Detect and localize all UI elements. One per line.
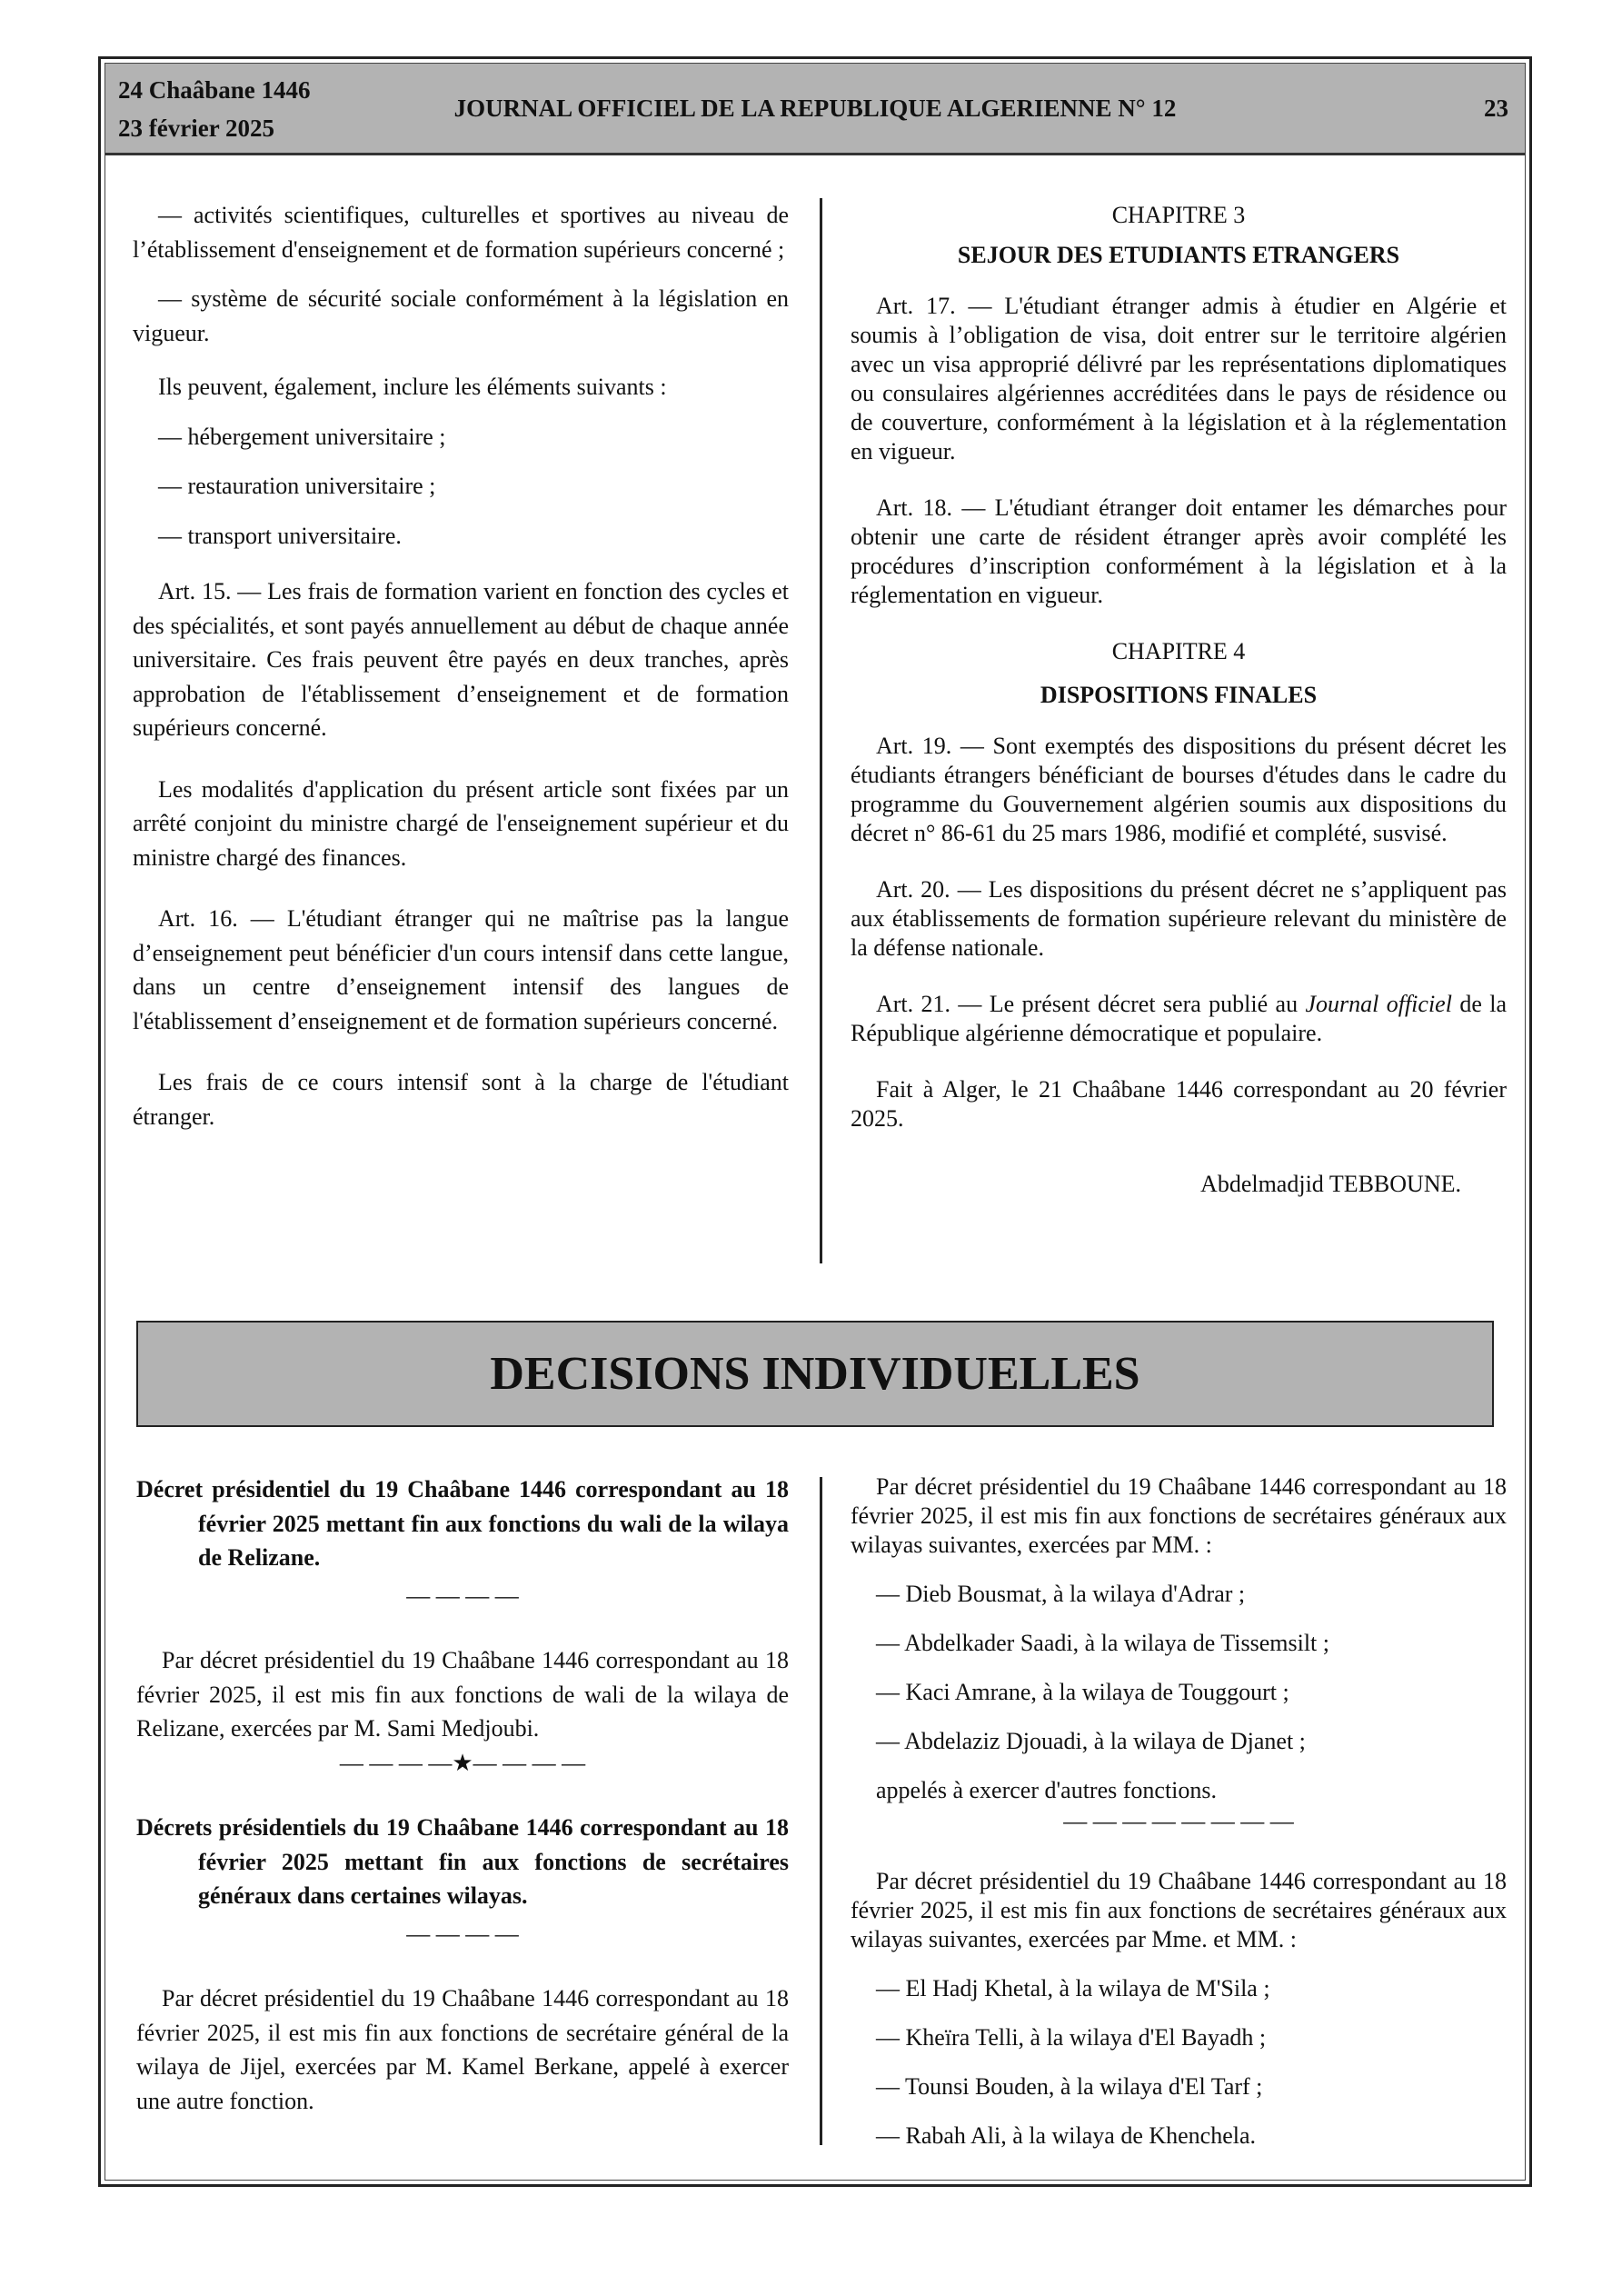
page-number: 23 — [1484, 95, 1508, 122]
list-item: — El Hadj Khetal, à la wilaya de M'Sila ; — [876, 1975, 1270, 2002]
page-border — [104, 63, 1526, 2181]
decree-body: Par décret présidentiel du 19 Chaâbane 1446 correspondant au 18 février 2025, il est mis fin aux fonctions de secrétaire général de la wilaya de Jijel, exercées par M. Kamel Berkane, appelé à exercer une autre fonction. — [136, 1985, 789, 2114]
list-item: — restauration universitaire ; — [158, 473, 436, 499]
article-15: Art. 15. — Les frais de formation varient en fonction des cycles et des spécialités, et sont payés annuellement au début de chaque année universitaire. Ces frais peuvent être payés en deux tranches, après approbation de l'établissement d’enseignement et de formation supérieurs concerné. — [133, 578, 789, 741]
signature: Abdelmadjid TEBBOUNE. — [1200, 1171, 1461, 1197]
decree-title: Décret présidentiel du 19 Chaâbane 1446 correspondant au 18 février 2025 mettant fin aux fonctions du wali de la wilaya de Relizane. — [136, 1476, 789, 1571]
article-18: Art. 18. — L'étudiant étranger doit entamer les démarches pour obtenir une carte de résident étranger après avoir complété les procédures d’inscription conformément à la législation et à la réglementation en vigueur. — [851, 494, 1507, 608]
bottom-left-column — [136, 1472, 789, 2133]
article-20: Art. 20. — Les dispositions du présent décret ne s’appliquent pas aux établissements de formation supérieure relevant du ministère de la défense nationale. — [851, 876, 1507, 961]
column-divider — [820, 198, 822, 1263]
separator: — — — — — [406, 1582, 519, 1609]
list-item: — hébergement universitaire ; — [158, 423, 446, 450]
chapter-heading: CHAPITRE 3 — [1111, 202, 1246, 228]
top-right-column — [851, 198, 1507, 1214]
decree-intro: Par décret présidentiel du 19 Chaâbane 1446 correspondant au 18 février 2025, il est mis fin aux fonctions de secrétaires généraux aux wilayas suivantes, exercées par MM. : — [851, 1473, 1507, 1558]
text: de la République algérienne démocratique et populaire. — [851, 991, 1507, 1046]
text: Art. 21. — Le présent décret sera publié au — [876, 991, 1306, 1017]
separator: — — — — — — — — — [1063, 1808, 1294, 1834]
chapter-heading: CHAPITRE 4 — [1111, 638, 1246, 664]
article-21 — [851, 990, 1507, 1048]
decree-title: Décrets présidentiels du 19 Chaâbane 1446 correspondant au 18 février 2025 mettant fin aux fonctions de secrétaires généraux dans certaines wilayas. — [136, 1814, 789, 1909]
hijri-date: 24 Chaâbane 1446 — [118, 76, 311, 104]
journal-name: Journal officiel — [1305, 991, 1452, 1017]
list-item: — Abdelaziz Djouadi, à la wilaya de Djanet ; — [876, 1728, 1306, 1754]
paragraph: — système de sécurité sociale conformément à la législation en vigueur. — [133, 285, 789, 346]
chapter-title: DISPOSITIONS FINALES — [1040, 682, 1318, 708]
list-item: — transport universitaire. — [158, 522, 402, 549]
chapter-title: SEJOUR DES ETUDIANTS ETRANGERS — [957, 242, 1400, 268]
bottom-right-column — [851, 1472, 1507, 2171]
list-item: — Abdelkader Saadi, à la wilaya de Tissemsilt ; — [876, 1630, 1329, 1656]
decree-intro: Par décret présidentiel du 19 Chaâbane 1446 correspondant au 18 février 2025, il est mis fin aux fonctions de secrétaires généraux aux wilayas suivantes, exercées par Mme. et MM. : — [851, 1868, 1507, 1952]
gregorian-date: 23 février 2025 — [118, 115, 274, 142]
list-item: — Rabah Ali, à la wilaya de Khenchela. — [876, 2122, 1257, 2149]
paragraph: Les frais de ce cours intensif sont à la charge de l'étudiant étranger. — [133, 1069, 789, 1130]
paragraph: Les modalités d'application du présent article sont fixées par un arrêté conjoint du ministre chargé de l'enseignement supérieur et du ministre chargé des finances. — [133, 775, 789, 871]
paragraph: Ils peuvent, également, inclure les éléments suivants : — [158, 374, 667, 400]
list-item: — Tounsi Bouden, à la wilaya d'El Tarf ; — [876, 2073, 1263, 2100]
decree-body: Par décret présidentiel du 19 Chaâbane 1446 correspondant au 18 février 2025, il est mis fin aux fonctions de wali de la wilaya de Relizane, exercées par M. Sami Medjoubi. — [136, 1647, 789, 1742]
column-divider — [820, 1477, 822, 2145]
article-16: Art. 16. — L'étudiant étranger qui ne maîtrise pas la langue d’enseignement peut bénéficier d'un cours intensif dans cette langue, dans un centre d’enseignement intensif des langues de l'établissement d’enseignement et de formation supérieurs concerné. — [133, 905, 789, 1034]
signature-place-date: Fait à Alger, le 21 Chaâbane 1446 correspondant au 20 février 2025. — [851, 1076, 1507, 1132]
top-left-column — [133, 198, 789, 1149]
list-item: — Dieb Bousmat, à la wilaya d'Adrar ; — [876, 1581, 1246, 1607]
journal-title: JOURNAL OFFICIEL DE LA REPUBLIQUE ALGERIENNE N° 12 — [453, 95, 1177, 122]
article-19: Art. 19. — Sont exemptés des dispositions du présent décret les étudiants étrangers bénéficiant de bourses d'études dans le cadre du programme du Gouvernement algérien soumis aux dispositions du décret n° 86-61 du 25 mars 1986, modifié et complété, susvisé. — [851, 733, 1507, 846]
list-item: — Kheïra Telli, à la wilaya d'El Bayadh ; — [876, 2024, 1267, 2051]
list-item: — Kaci Amrane, à la wilaya de Touggourt ; — [876, 1679, 1289, 1705]
decree-outro: appelés à exercer d'autres fonctions. — [876, 1777, 1218, 1803]
page-frame — [98, 56, 1532, 2187]
separator: — — — — — [406, 1920, 519, 1947]
paragraph: — activités scientifiques, culturelles et sportives au niveau de l’établissement d'enseignement et de formation supérieurs concerné ; — [133, 202, 789, 263]
page-header — [105, 64, 1525, 155]
separator-star: — — — —★— — — — — [339, 1749, 586, 1776]
article-17: Art. 17. — L'étudiant étranger admis à étudier en Algérie et soumis à l’obligation de visa, doit entrer sur le territoire algérien avec un visa approprié délivré par les représentations diplomatiques ou consulaires algériennes accréditées dans le pays de résidence ou de couverture, conformément à la législation et à la réglementation en vigueur. — [851, 293, 1507, 464]
section-banner: DECISIONS INDIVIDUELLES — [136, 1321, 1494, 1427]
